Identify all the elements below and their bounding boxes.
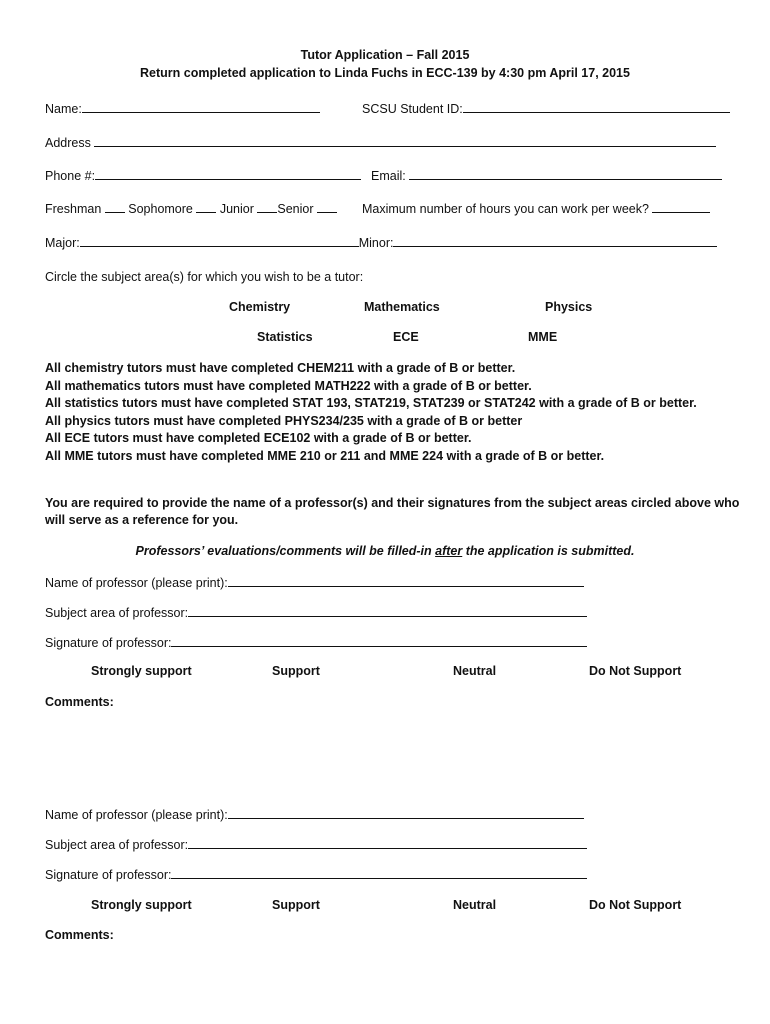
professor-signature-label: Signature of professor: xyxy=(45,868,172,882)
sophomore-blank[interactable] xyxy=(196,200,216,213)
name-blank[interactable] xyxy=(82,100,320,113)
professor-1-option-neutral[interactable]: Neutral xyxy=(453,664,497,678)
senior-label: Senior xyxy=(277,202,314,216)
professor-name-label: Name of professor (please print): xyxy=(45,576,228,590)
sophomore-label: Sophomore xyxy=(128,202,193,216)
professor-2-option-do-not-support[interactable]: Do Not Support xyxy=(589,898,682,912)
professor-2-option-neutral[interactable]: Neutral xyxy=(453,898,497,912)
email-field[interactable] xyxy=(371,167,722,184)
reference-text-line1: You are required to provide the name of a professor(s) and their signatures from the subject areas circled above who xyxy=(45,496,740,510)
professor-signature-label: Signature of professor: xyxy=(45,636,172,650)
page-title: Tutor Application – Fall 2015 xyxy=(300,48,470,62)
professor-1-option-do-not-support[interactable]: Do Not Support xyxy=(589,664,682,678)
requirement-ece: All ECE tutors must have completed ECE102 with a grade of B or better. xyxy=(45,431,472,445)
evaluation-note-end: the application is submitted. xyxy=(462,544,635,558)
professor-subject-blank[interactable] xyxy=(188,604,587,617)
evaluation-note-start: Professors’ evaluations/comments will be filled-in xyxy=(135,544,436,558)
professor-subject-label: Subject area of professor: xyxy=(45,606,189,620)
professor-2-name-field[interactable] xyxy=(45,806,584,823)
requirement-mathematics: All mathematics tutors must have completed MATH222 with a grade of B or better. xyxy=(45,378,532,393)
senior-blank[interactable] xyxy=(317,200,337,213)
subject-ece[interactable]: ECE xyxy=(393,330,419,344)
freshman-label: Freshman xyxy=(45,202,102,216)
max-hours-blank[interactable] xyxy=(652,200,710,213)
professor-subject-label: Subject area of professor: xyxy=(45,838,189,852)
name-field[interactable] xyxy=(45,100,320,117)
subject-mme[interactable]: MME xyxy=(528,330,558,344)
email-blank[interactable] xyxy=(409,167,722,180)
professor-2-option-strongly-support[interactable]: Strongly support xyxy=(91,898,192,912)
professor-1-signature-field[interactable] xyxy=(45,634,587,651)
reference-text-line2: will serve as a reference for you. xyxy=(45,513,239,527)
phone-label: Phone #: xyxy=(45,169,96,183)
student-id-blank[interactable] xyxy=(463,100,730,113)
professor-name-blank[interactable] xyxy=(228,806,584,819)
professor-1-option-strongly-support[interactable]: Strongly support xyxy=(91,664,192,678)
professor-1-name-field[interactable] xyxy=(45,574,584,591)
max-hours-label: Maximum number of hours you can work per week? xyxy=(362,202,649,216)
professor-1-subject-field[interactable] xyxy=(45,604,587,621)
professor-signature-blank[interactable] xyxy=(171,866,587,879)
evaluation-note-emphasis: after xyxy=(435,544,463,558)
professor-2-subject-field[interactable] xyxy=(45,836,587,853)
professor-2-option-support[interactable]: Support xyxy=(272,898,320,912)
address-field[interactable] xyxy=(45,134,716,151)
professor-name-blank[interactable] xyxy=(228,574,584,587)
freshman-blank[interactable] xyxy=(105,200,125,213)
class-year-row xyxy=(45,200,337,217)
subject-prompt: Circle the subject area(s) for which you wish to be a tutor: xyxy=(45,270,364,284)
subject-statistics[interactable]: Statistics xyxy=(257,330,313,344)
requirement-chemistry: All chemistry tutors must have completed CHEM211 with a grade of B or better. xyxy=(45,361,516,375)
minor-blank[interactable] xyxy=(393,234,717,247)
phone-field[interactable] xyxy=(45,167,361,184)
email-label: Email: xyxy=(371,169,406,183)
evaluation-note xyxy=(0,544,770,559)
professor-signature-blank[interactable] xyxy=(171,634,587,647)
subject-mathematics[interactable]: Mathematics xyxy=(364,300,440,314)
max-hours-field[interactable] xyxy=(362,200,710,217)
address-label: Address xyxy=(45,136,91,150)
minor-label: Minor: xyxy=(358,236,394,250)
requirement-physics: All physics tutors must have completed PHYS234/235 with a grade of B or better xyxy=(45,413,523,428)
professor-2-comments-label: Comments: xyxy=(45,928,114,942)
major-blank[interactable] xyxy=(80,234,359,247)
requirement-mme: All MME tutors must have completed MME 210 or 211 and MME 224 with a grade of B or better. xyxy=(45,448,605,463)
junior-label: Junior xyxy=(219,202,254,216)
professor-2-signature-field[interactable] xyxy=(45,866,587,883)
professor-name-label: Name of professor (please print): xyxy=(45,808,228,822)
professor-subject-blank[interactable] xyxy=(188,836,587,849)
professor-1-option-support[interactable]: Support xyxy=(272,664,320,678)
student-id-label: SCSU Student ID: xyxy=(362,102,463,116)
page-subtitle: Return completed application to Linda Fuchs in ECC-139 by 4:30 pm April 17, 2015 xyxy=(140,66,630,80)
phone-blank[interactable] xyxy=(95,167,361,180)
major-minor-row xyxy=(45,234,717,251)
junior-blank[interactable] xyxy=(257,200,277,213)
name-label: Name: xyxy=(45,102,82,116)
address-blank[interactable] xyxy=(94,134,716,147)
requirement-statistics: All statistics tutors must have completed STAT 193, STAT219, STAT239 or STAT242 with a grade of B or better. xyxy=(45,396,697,410)
professor-1-comments-label: Comments: xyxy=(45,695,114,709)
subject-physics[interactable]: Physics xyxy=(545,300,593,314)
major-label: Major: xyxy=(45,236,80,250)
student-id-field[interactable] xyxy=(362,100,730,117)
subject-chemistry[interactable]: Chemistry xyxy=(229,300,291,314)
